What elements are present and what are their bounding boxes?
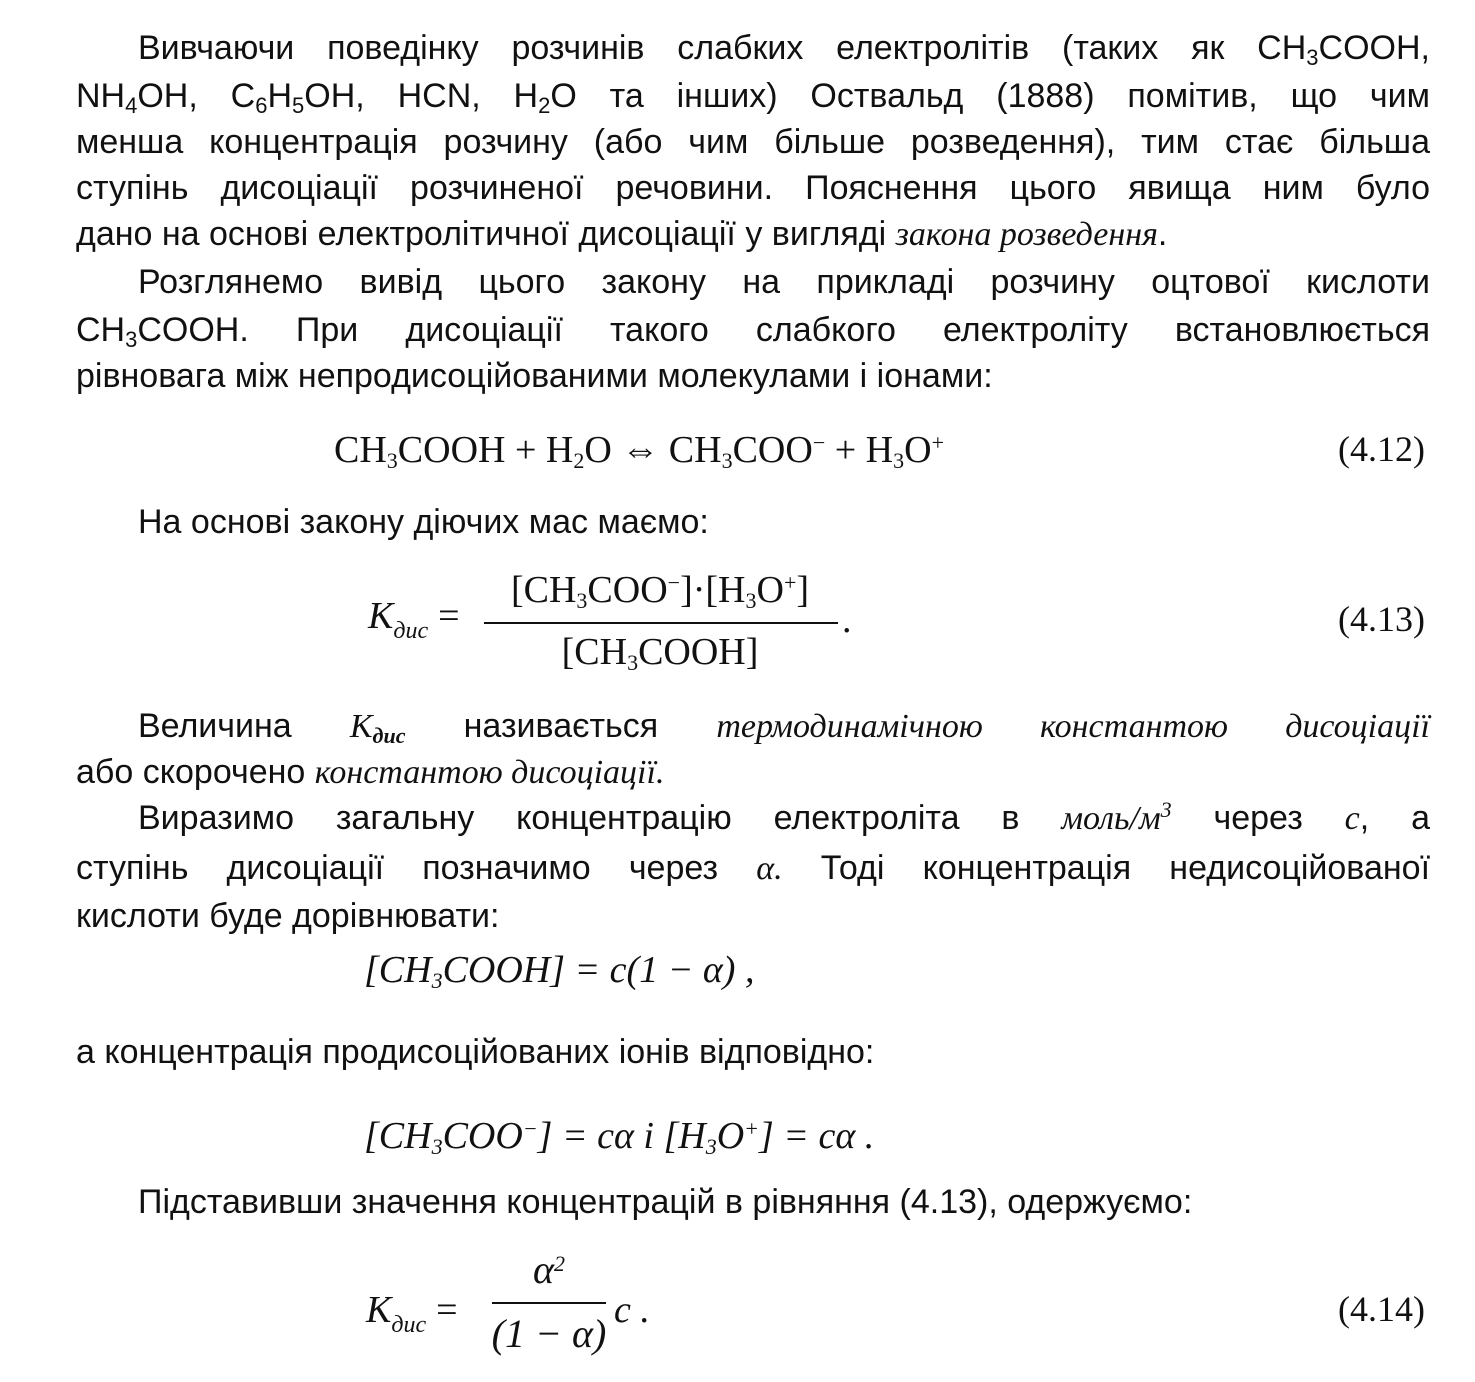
equation-number-4-14: (4.14) [1338,1289,1425,1329]
equation-ion-concentrations: $[CH_3COO^-] = c\alpha$ і $[H_3O^+] = c\alpha$ . [364,1115,875,1159]
equation-4-14-fraction-bar [492,1302,606,1304]
paragraph-2-line-2: $CH_3COOH$. При дисоціації такого слабкого електроліту встановлюється [76,311,1430,352]
equation-4-14-numerator: $\alpha^2$ [533,1247,565,1292]
equation-4-12: $CH_3COOH + H_2O$ ⇔ $CH_3COO^- + H_3O^+$ [334,429,944,473]
paragraph-1-line-5: дано на основі електролітичної дисоціації у вигляді закона розведення. [76,215,1168,253]
paragraph-2-line-1: Розглянемо вивід цього закону на прикладі розчину оцтової кислоти [138,263,1430,301]
paragraph-1-line-1: Вивчаючи поведінку розчинів слабких електролітів (таких як $CH_3COOH$, [138,29,1430,70]
paragraph-5-line-2: ступінь дисоціації позначимо через α. Тоді концентрація недисоційованої [76,849,1431,887]
paragraph-2-line-3: рівновага між непродисоційованими молекулами і іонами: [76,357,993,395]
equation-4-14-tail: c . [614,1289,650,1331]
paragraph-5-line-1: Виразимо загальну концентрацію електроліта в моль/$м^3$ через c, а [138,797,1430,837]
paragraph-6: а концентрація продисоційованих іонів відповідно: [76,1033,875,1071]
equation-4-13-lhs: $K_{дис}$ = [368,595,460,644]
equation-4-13-fraction-bar [484,622,838,624]
term-dissociation-constant: константою дисоціації. [314,754,665,791]
term-thermodynamic-constant: термодинамічною константою дисоціації [716,708,1430,745]
paragraph-1-line-2: $NH_4OH$, $C_6H_5OH$, HCN, $H_2O$ та інших) Оствальд (1888) помітив, що чим [76,77,1431,118]
paragraph-4-line-1: Величина $K_{дис}$ називається термодинамічною константою дисоціації [138,707,1430,748]
equation-4-14-lhs: $K_{дис}$ = [366,1289,458,1338]
paragraph-1-line-4: ступінь дисоціації розчиненої речовини. Пояснення цього явища ним було [76,169,1430,207]
paragraph-7: Підставивши значення концентрацій в рівняння (4.13), одержуємо: [138,1183,1193,1221]
paragraph-1-line-3: менша концентрація розчину (або чим більше розведення), тим стає більша [76,123,1430,161]
equation-4-14-denominator: (1 − α) [491,1311,607,1356]
term-dilution-law: закона розведення [895,216,1158,253]
equation-4-13-period: . [842,599,852,641]
equation-undissociated-concentration: $[CH_3COOH] = c(1 - \alpha)$ , [364,949,755,993]
equation-number-4-12: (4.12) [1338,429,1425,469]
paragraph-3: На основі закону діючих мас маємо: [138,503,709,541]
equation-4-13-denominator: $[CH_3COOH]$ [561,631,759,675]
equation-4-13-numerator: $[CH_3COO^-]\cdot[H_3O^+]$ [510,569,810,613]
paragraph-5-line-3: кислоти буде дорівнювати: [76,897,500,935]
paragraph-4-line-2: або скорочено константою дисоціації. [76,753,665,791]
equation-number-4-13: (4.13) [1338,599,1425,639]
